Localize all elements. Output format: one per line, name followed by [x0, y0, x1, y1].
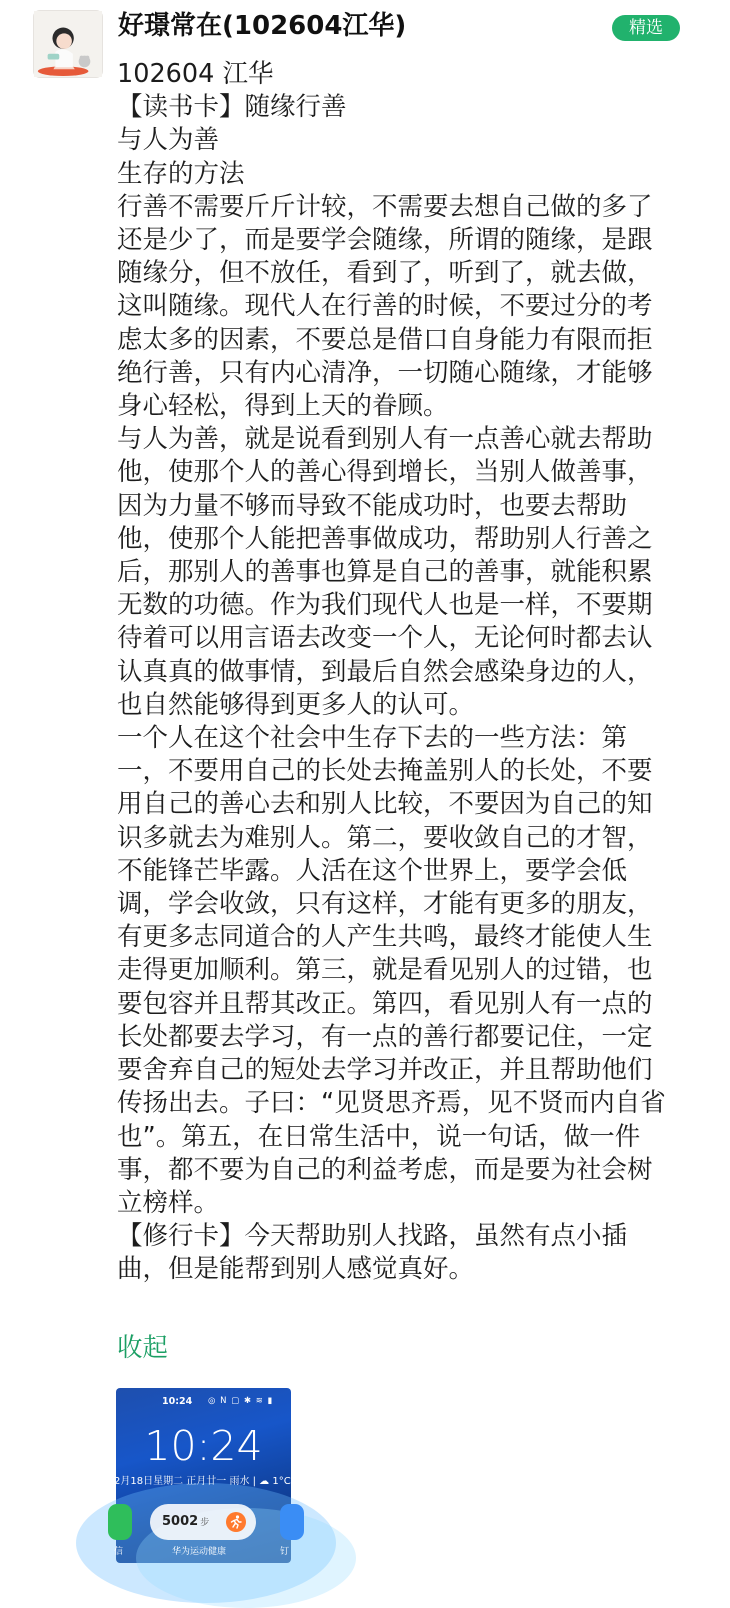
app-label: 华为运动健康 [172, 1547, 227, 1557]
collapse-link[interactable]: 收起 [117, 1333, 169, 1363]
attached-screenshot-thumbnail[interactable] [116, 1388, 291, 1563]
avatar[interactable] [33, 10, 103, 78]
lockscreen-date: 2月18日星期二 正月廿一 雨水 | ☁ 1°C [114, 1476, 291, 1487]
status-bar-icons: ◎ N ▢ ✱ ≋ ▮ [208, 1396, 274, 1406]
author-name[interactable]: 好璟常在(102604江华) [118, 11, 407, 41]
post-paragraph: 与人为善，就是说看到别人有一点善心就去帮助他，使那个人的善心得到增长，当别人做善事，因为力量不够而导致不能成功时，也要去帮助他，使那个人能把善事做成功，帮助别人行善之后，那别人的善事也算是自己的善事，就能积累无数的功德。作为我们现代人也是一样，不要期待着可以用言语去改变一个人，无论何时都去认认真真的做事情，到最后自然会感染身边的人，也自然能够得到更多人的认可。 [117, 424, 653, 720]
featured-badge: 精选 [612, 15, 680, 41]
dingtalk-app-icon [280, 1504, 304, 1540]
post-line-reading-card: 【读书卡】随缘行善 [117, 92, 347, 123]
avatar-illustration [34, 11, 102, 77]
post-paragraph: 【修行卡】今天帮助别人找路，虽然有点小插曲，但是能帮到别人感觉真好。 [117, 1221, 628, 1285]
app-label: 钉 [280, 1547, 290, 1557]
post-paragraph: 行善不需要斤斤计较，不需要去想自己做的多了还是少了，而是要学会随缘，所谓的随缘，是跟随缘分，但不放任，看到了，听到了，就去做，这叫随缘。现代人在行善的时候，不要过分的考虑太多的因素，不要总是借口自身能力有限而拒绝行善，只有内心清净，一切随心随缘，才能够身心轻松，得到上天的眷顾。 [117, 191, 653, 422]
post-line-kindness: 与人为善 [117, 125, 220, 156]
step-counter-widget [150, 1504, 256, 1540]
wechat-app-icon [108, 1504, 132, 1540]
running-icon [226, 1512, 246, 1532]
step-count [162, 1514, 209, 1529]
lockscreen-clock: 10:24 [144, 1422, 263, 1470]
running-figure-icon [226, 1512, 246, 1532]
step-count-value: 5002 [162, 1514, 199, 1529]
app-label: 信 [114, 1547, 124, 1557]
post-paragraph: 一个人在这个社会中生存下去的一些方法：第一，不要用自己的长处去掩盖别人的长处，不要用自己的善心去和别人比较，不要因为自己的知识多就去为难别人。第二，要收敛自己的才智，不能锋芒毕露。人活在这个世界上，要学会低调，学会收敛，只有这样，才能有更多的朋友，有更多志同道合的人产生共鸣，最终才能使人生走得更加顺利。第三，就是看见别人的过错，也要包容并且帮其改正。第四，看见别人有一点的长处都要去学习，有一点的善行都要记住，一定要舍弃自己的短处去学习并改正，并且帮助他们传扬出去。子曰：“见贤思齐焉，见不贤而内自省也”。第五，在日常生活中，说一句话，做一件事，都不要为自己的利益考虑，而是要为社会树立榜样。 [117, 723, 666, 1218]
step-count-unit: 步 [200, 1518, 210, 1528]
status-bar-time: 10:24 [162, 1396, 193, 1407]
post-line-id: 102604 江华 [117, 59, 274, 89]
post-line-survival: 生存的方法 [117, 158, 245, 189]
post-content [117, 58, 677, 1287]
